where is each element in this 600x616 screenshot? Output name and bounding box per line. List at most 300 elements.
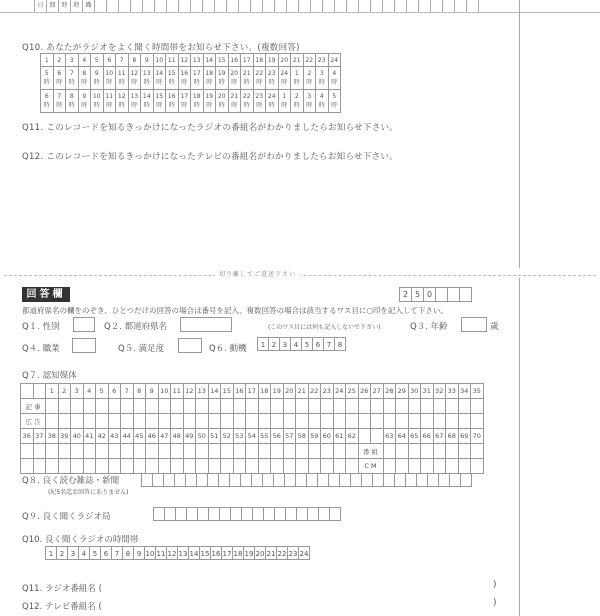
q7-cell[interactable] (71, 444, 84, 459)
q7-cell[interactable] (183, 399, 196, 414)
q10-range-suffix: 時 (243, 79, 250, 86)
top-grid-cell (286, 0, 298, 12)
q7-cm-label: C M (358, 459, 383, 474)
q7-row-koukoku: 広 告 (21, 414, 46, 429)
q7-cell[interactable] (408, 399, 421, 414)
q10-hour-cell[interactable]: 15 (216, 54, 229, 67)
q10b-cell[interactable]: 8 (122, 546, 134, 560)
q10-range-start: 12 (117, 93, 126, 100)
q7-cell[interactable] (133, 399, 146, 414)
q10-range-cell[interactable] (203, 90, 216, 113)
q7-cell[interactable] (183, 444, 196, 459)
q10b-cell[interactable]: 4 (78, 546, 90, 560)
q10b-cell[interactable]: 1 (45, 546, 57, 560)
q9-cell[interactable] (329, 507, 341, 521)
q10-range-suffix: 時 (231, 79, 238, 86)
q10-range-cell[interactable] (91, 90, 104, 113)
q7-cell[interactable] (108, 444, 121, 459)
q7-cell[interactable] (58, 459, 71, 474)
q10-range-cell[interactable] (141, 90, 154, 113)
q10b-cell[interactable]: 20 (254, 546, 266, 560)
q10-range-cell[interactable] (166, 67, 179, 90)
q7-header-cell: 13 (196, 384, 209, 399)
top-grid-cell (142, 0, 154, 12)
q10-range-suffix: 時 (318, 79, 325, 86)
q10-range-cell[interactable] (78, 67, 91, 90)
top-grid-cell (382, 0, 394, 12)
q7-cell[interactable] (458, 414, 471, 429)
q7-cell[interactable] (171, 459, 184, 474)
q10-range-cell[interactable] (191, 90, 204, 113)
q10-range-cell[interactable] (303, 90, 316, 113)
q10b-cell[interactable]: 17 (221, 546, 233, 560)
q7-cell[interactable] (146, 459, 159, 474)
q10-range-cell[interactable] (178, 67, 191, 90)
q7-cell[interactable] (33, 444, 46, 459)
q1-field[interactable] (73, 317, 95, 332)
q10-range-start: 21 (230, 93, 239, 100)
q7-cell[interactable] (333, 444, 346, 459)
q7-cell[interactable] (96, 444, 109, 459)
q7-cell[interactable] (308, 444, 321, 459)
q7-cell[interactable] (471, 444, 484, 459)
q7-cell[interactable] (333, 459, 346, 474)
q10-hour-cell[interactable]: 14 (203, 54, 216, 67)
q7-cell[interactable] (471, 414, 484, 429)
q10-range-cell[interactable] (316, 90, 329, 113)
q7-cell[interactable] (296, 444, 309, 459)
q7-cell[interactable] (333, 399, 346, 414)
q10-range-start: 1 (294, 70, 299, 77)
q7-cell[interactable] (221, 459, 234, 474)
q7-cell[interactable] (196, 444, 209, 459)
q7-cell[interactable] (308, 459, 321, 474)
q7-cell[interactable] (146, 414, 159, 429)
q6-cell[interactable]: 7 (323, 337, 335, 351)
q7-cell[interactable] (96, 459, 109, 474)
q10-range-cell[interactable] (216, 90, 229, 113)
q7-cell[interactable] (346, 444, 359, 459)
q10-range-cell[interactable] (116, 90, 129, 113)
q7-cell[interactable] (333, 414, 346, 429)
q5-label: Q５. 満足度 (118, 344, 165, 354)
q7-cell[interactable] (108, 414, 121, 429)
q7-cell[interactable] (171, 414, 184, 429)
q10b-cell[interactable]: 18 (232, 546, 244, 560)
q7-cell[interactable] (396, 399, 409, 414)
q10-range-cell[interactable] (266, 67, 279, 90)
q7-cell[interactable] (83, 414, 96, 429)
q7-cell[interactable] (21, 444, 34, 459)
q10b-cell[interactable]: 3 (67, 546, 79, 560)
q7-cell[interactable] (246, 414, 259, 429)
top-grid-cell (130, 0, 142, 12)
q7-header-cell: 20 (283, 384, 296, 399)
top-grid-cell: 時 (58, 0, 70, 12)
q10-hour-cell[interactable]: 22 (303, 54, 316, 67)
q10-hour-cell[interactable]: 10 (153, 54, 166, 67)
q10-range-cell[interactable] (66, 67, 79, 90)
q7-cell[interactable] (296, 399, 309, 414)
q7-cell[interactable] (321, 399, 334, 414)
q7-cell[interactable] (471, 399, 484, 414)
top-grid-cell: 時 (70, 0, 82, 12)
q10b-cell[interactable]: 14 (188, 546, 200, 560)
q7-header-cell: 57 (283, 429, 296, 444)
q7-cell[interactable] (158, 399, 171, 414)
q7-cell[interactable] (458, 444, 471, 459)
q7-header-cell: 19 (271, 384, 284, 399)
q10-hour-cell[interactable]: 13 (191, 54, 204, 67)
q10-range-cell[interactable] (41, 67, 54, 90)
q10-hour-cell[interactable]: 7 (116, 54, 129, 67)
code-cell[interactable]: 0 (423, 287, 436, 302)
q7-cell[interactable] (346, 399, 359, 414)
q7-header-cell: 1 (46, 384, 59, 399)
q10-hour-cell[interactable]: 19 (266, 54, 279, 67)
q10b-cell[interactable]: 10 (144, 546, 156, 560)
q10-range-suffix: 時 (243, 102, 250, 109)
q7-cell[interactable] (296, 459, 309, 474)
q7-cell[interactable] (308, 399, 321, 414)
code-cell[interactable] (459, 287, 472, 302)
q10-range-cell[interactable] (53, 90, 66, 113)
q6-cell[interactable]: 4 (290, 337, 302, 351)
q10-range-cell[interactable] (128, 67, 141, 90)
q7-cell[interactable] (171, 399, 184, 414)
q10-range-cell[interactable] (191, 67, 204, 90)
q7-cell[interactable] (446, 399, 459, 414)
q7-cell[interactable] (433, 414, 446, 429)
q7-cell[interactable] (33, 459, 46, 474)
q4-field[interactable] (72, 338, 96, 353)
q7-header-cell: 8 (133, 384, 146, 399)
q7-cell[interactable] (121, 399, 134, 414)
q7-cell[interactable] (58, 399, 71, 414)
q6-cell[interactable]: 8 (334, 337, 346, 351)
q10-hour-cell[interactable]: 2 (53, 54, 66, 67)
q10-range-start: 19 (205, 93, 214, 100)
q10-range-cell[interactable] (66, 90, 79, 113)
q7-cell[interactable] (408, 444, 421, 459)
q6-cell[interactable]: 3 (279, 337, 291, 351)
q7-cell[interactable] (383, 444, 396, 459)
q10b-cell[interactable]: 6 (100, 546, 112, 560)
q10-range-suffix: 時 (193, 79, 200, 86)
q10b-cell[interactable]: 12 (166, 546, 178, 560)
q10-hour-cell[interactable]: 16 (228, 54, 241, 67)
q10-range-cell[interactable] (178, 90, 191, 113)
q7-cell[interactable] (371, 414, 384, 429)
q7-cell[interactable] (233, 444, 246, 459)
top-grid-cell (334, 0, 346, 12)
q7-cell[interactable] (233, 399, 246, 414)
q10-range-cell[interactable] (303, 67, 316, 90)
q10-range-start: 24 (280, 70, 289, 77)
q7-cell[interactable] (421, 399, 434, 414)
q7-cell[interactable] (221, 444, 234, 459)
q10-hour-cell[interactable]: 8 (128, 54, 141, 67)
q7-cell[interactable] (358, 414, 371, 429)
q10-range-suffix: 時 (68, 79, 75, 86)
q7-cell[interactable] (121, 459, 134, 474)
q7-cell[interactable] (346, 459, 359, 474)
q7-cell[interactable] (221, 414, 234, 429)
q8-cell[interactable] (460, 473, 472, 487)
q10b-cell[interactable]: 13 (177, 546, 189, 560)
q7-cell[interactable] (133, 444, 146, 459)
q10-range-cell[interactable] (128, 90, 141, 113)
q7-cell[interactable] (208, 399, 221, 414)
top-grid-cells (34, 0, 490, 12)
q7-header-cell: 11 (171, 384, 184, 399)
q10-hour-cell[interactable]: 12 (178, 54, 191, 67)
q7-cell[interactable] (208, 459, 221, 474)
q10-range-suffix: 時 (268, 102, 275, 109)
q7-cell[interactable] (383, 399, 396, 414)
q7-cell[interactable] (183, 414, 196, 429)
q6-cell[interactable]: 5 (301, 337, 313, 351)
q7-empty (446, 459, 459, 474)
q7-header-cell: 10 (158, 384, 171, 399)
q10-hour-cell[interactable]: 20 (278, 54, 291, 67)
q7-cell[interactable] (121, 444, 134, 459)
q7-cell[interactable] (271, 459, 284, 474)
q10-range-start: 17 (192, 70, 201, 77)
q10-hour-cell[interactable]: 6 (103, 54, 116, 67)
q10b-cell[interactable]: 19 (243, 546, 255, 560)
q7-cell[interactable] (46, 414, 59, 429)
q10-range-start: 20 (230, 70, 239, 77)
q10-range-cell[interactable] (141, 67, 154, 90)
q10b-cell[interactable]: 22 (276, 546, 288, 560)
q7-cell[interactable] (271, 414, 284, 429)
q7-cell[interactable] (246, 459, 259, 474)
q7-header-cell: 24 (333, 384, 346, 399)
q10-hour-cell[interactable]: 17 (241, 54, 254, 67)
q7-cell[interactable] (183, 459, 196, 474)
q6-cell[interactable]: 2 (268, 337, 280, 351)
q7-header-cell: 44 (121, 429, 134, 444)
q10-hour-cell[interactable]: 24 (328, 54, 341, 67)
q10-range-cell[interactable] (316, 67, 329, 90)
q7-cell[interactable] (321, 414, 334, 429)
q10-range-start: 4 (319, 93, 324, 100)
q7-cell[interactable] (196, 399, 209, 414)
q7-cell[interactable] (446, 414, 459, 429)
q10-hour-cell[interactable]: 9 (141, 54, 154, 67)
q7-cell[interactable] (433, 444, 446, 459)
q10-range-start: 3 (319, 70, 324, 77)
q7-cell[interactable] (46, 459, 59, 474)
q7-cell[interactable] (46, 444, 59, 459)
q7-cell[interactable] (396, 444, 409, 459)
q10-range-cell[interactable] (241, 67, 254, 90)
q7-cell[interactable] (158, 414, 171, 429)
q10-range-start: 7 (57, 93, 62, 100)
q7-cell[interactable] (196, 459, 209, 474)
q7-cell[interactable] (71, 414, 84, 429)
q10-range-suffix: 時 (281, 102, 288, 109)
q7-cell[interactable] (321, 459, 334, 474)
q7-cell[interactable] (458, 399, 471, 414)
q7-cell[interactable] (233, 459, 246, 474)
q7-cell[interactable] (46, 399, 59, 414)
top-grid-cell (202, 0, 214, 12)
q7-cell[interactable] (271, 399, 284, 414)
q7-cell[interactable] (96, 414, 109, 429)
top-grid-cell (190, 0, 202, 12)
q7-cell[interactable] (196, 414, 209, 429)
q7-cell[interactable] (346, 414, 359, 429)
q7-cell[interactable] (446, 444, 459, 459)
q7-cell[interactable] (246, 444, 259, 459)
q10-range-cell[interactable] (278, 67, 291, 90)
q10b-cell[interactable]: 16 (210, 546, 222, 560)
q10-hour-cell[interactable]: 18 (253, 54, 266, 67)
q7-cell[interactable] (296, 414, 309, 429)
q7-cell[interactable] (58, 414, 71, 429)
q7-cell[interactable] (321, 444, 334, 459)
q7-cell[interactable] (433, 399, 446, 414)
q10-range-cell[interactable] (253, 67, 266, 90)
q10-range-cell[interactable] (153, 90, 166, 113)
q7-cell[interactable] (371, 399, 384, 414)
q7-header-cell: 61 (333, 429, 346, 444)
q10-hour-cell[interactable]: 23 (316, 54, 329, 67)
code-cell[interactable]: 2 (399, 287, 412, 302)
q10b-cell[interactable]: 9 (133, 546, 145, 560)
q10-range-cell[interactable] (266, 90, 279, 113)
q10-range-cell[interactable] (78, 90, 91, 113)
q7-cell[interactable] (283, 444, 296, 459)
q10-range-suffix: 時 (131, 79, 138, 86)
q10-range-cell[interactable] (216, 67, 229, 90)
q10-range-cell[interactable] (153, 67, 166, 90)
q10-range-cell[interactable] (291, 90, 304, 113)
q7-cell[interactable] (283, 459, 296, 474)
q7-cell[interactable] (258, 399, 271, 414)
q7-header-cell: 59 (308, 429, 321, 444)
q7-cell[interactable] (421, 414, 434, 429)
q7-cell[interactable] (133, 459, 146, 474)
q7-cell[interactable] (21, 459, 34, 474)
q10-range-suffix: 時 (118, 79, 125, 86)
q7-cell[interactable] (171, 444, 184, 459)
q7-cell[interactable] (271, 444, 284, 459)
q10-hour-cell[interactable]: 1 (41, 54, 54, 67)
q7-cell[interactable] (133, 414, 146, 429)
q10-range-start: 14 (142, 93, 151, 100)
q10-range-cell[interactable] (103, 90, 116, 113)
q10-hour-cell[interactable]: 3 (66, 54, 79, 67)
q7-cell[interactable] (83, 444, 96, 459)
q10-range-start: 2 (307, 70, 312, 77)
q7-cell[interactable] (283, 399, 296, 414)
q7-cell[interactable] (221, 399, 234, 414)
q10b-cell[interactable]: 15 (199, 546, 211, 560)
q7-cell[interactable] (283, 414, 296, 429)
q10b-cell[interactable]: 7 (111, 546, 123, 560)
q2-field[interactable] (180, 317, 232, 332)
q7-cell[interactable] (158, 459, 171, 474)
q7-cell[interactable] (233, 414, 246, 429)
q5-field[interactable] (178, 338, 202, 353)
q10-hour-cell[interactable]: 4 (78, 54, 91, 67)
q10b-cell[interactable]: 23 (287, 546, 299, 560)
q10-range-cell[interactable] (241, 90, 254, 113)
q7-cell[interactable] (383, 414, 396, 429)
q10-range-start: 10 (105, 70, 114, 77)
q10b-cell[interactable]: 5 (89, 546, 101, 560)
q7-empty (433, 459, 446, 474)
q7-cell[interactable] (146, 399, 159, 414)
q3-field[interactable] (461, 317, 487, 332)
q10-hour-cell[interactable]: 11 (166, 54, 179, 67)
q7-cell[interactable] (258, 414, 271, 429)
q10-range-cell[interactable] (228, 67, 241, 90)
q10-range-cell[interactable] (228, 90, 241, 113)
q7-cell[interactable] (421, 444, 434, 459)
q7-cell[interactable] (408, 414, 421, 429)
q7-cell[interactable] (258, 444, 271, 459)
q7-cell[interactable] (246, 399, 259, 414)
q10-range-cell[interactable] (203, 67, 216, 90)
q10b-cell[interactable]: 11 (155, 546, 167, 560)
q6-cell[interactable]: 6 (312, 337, 324, 351)
q7-cell[interactable] (58, 444, 71, 459)
q7-cell[interactable] (146, 444, 159, 459)
q10-range-cell[interactable] (278, 90, 291, 113)
q10-hour-cell[interactable]: 21 (291, 54, 304, 67)
q10-range-cell[interactable] (116, 67, 129, 90)
q10-range-cell[interactable] (253, 90, 266, 113)
q10-range-cell[interactable] (166, 90, 179, 113)
code-cell[interactable]: 5 (411, 287, 424, 302)
q10b-cell[interactable]: 24 (298, 546, 310, 560)
q7-cell[interactable] (96, 399, 109, 414)
q7-cell[interactable] (396, 414, 409, 429)
q10-hour-cell[interactable]: 5 (91, 54, 104, 67)
q10b-cell[interactable]: 2 (56, 546, 68, 560)
q10-range-cell[interactable] (291, 67, 304, 90)
q7-cell[interactable] (71, 459, 84, 474)
q7-cell[interactable] (308, 414, 321, 429)
q10-range-cell[interactable] (41, 90, 54, 113)
q7-cell[interactable] (208, 444, 221, 459)
q7-header-cell: 38 (46, 429, 59, 444)
q10-range-cell[interactable] (328, 67, 341, 90)
q7-cell[interactable] (358, 399, 371, 414)
q10-range-suffix: 時 (181, 102, 188, 109)
q10-range-cell[interactable] (53, 67, 66, 90)
q7-cell[interactable] (108, 399, 121, 414)
q7-cell[interactable] (121, 414, 134, 429)
q7-cell[interactable] (71, 399, 84, 414)
q7-cell[interactable] (258, 459, 271, 474)
q7-cell[interactable] (158, 444, 171, 459)
q7-cell[interactable] (208, 414, 221, 429)
q6-cell[interactable]: 1 (257, 337, 269, 351)
q7-header-cell: 30 (408, 384, 421, 399)
q10-range-cell[interactable] (328, 90, 341, 113)
q7-cell[interactable] (83, 399, 96, 414)
q7-cell[interactable] (83, 459, 96, 474)
q10b-cell[interactable]: 21 (265, 546, 277, 560)
q7-cell[interactable] (108, 459, 121, 474)
q10-range-cell[interactable] (91, 67, 104, 90)
q10-range-cell[interactable] (103, 67, 116, 90)
